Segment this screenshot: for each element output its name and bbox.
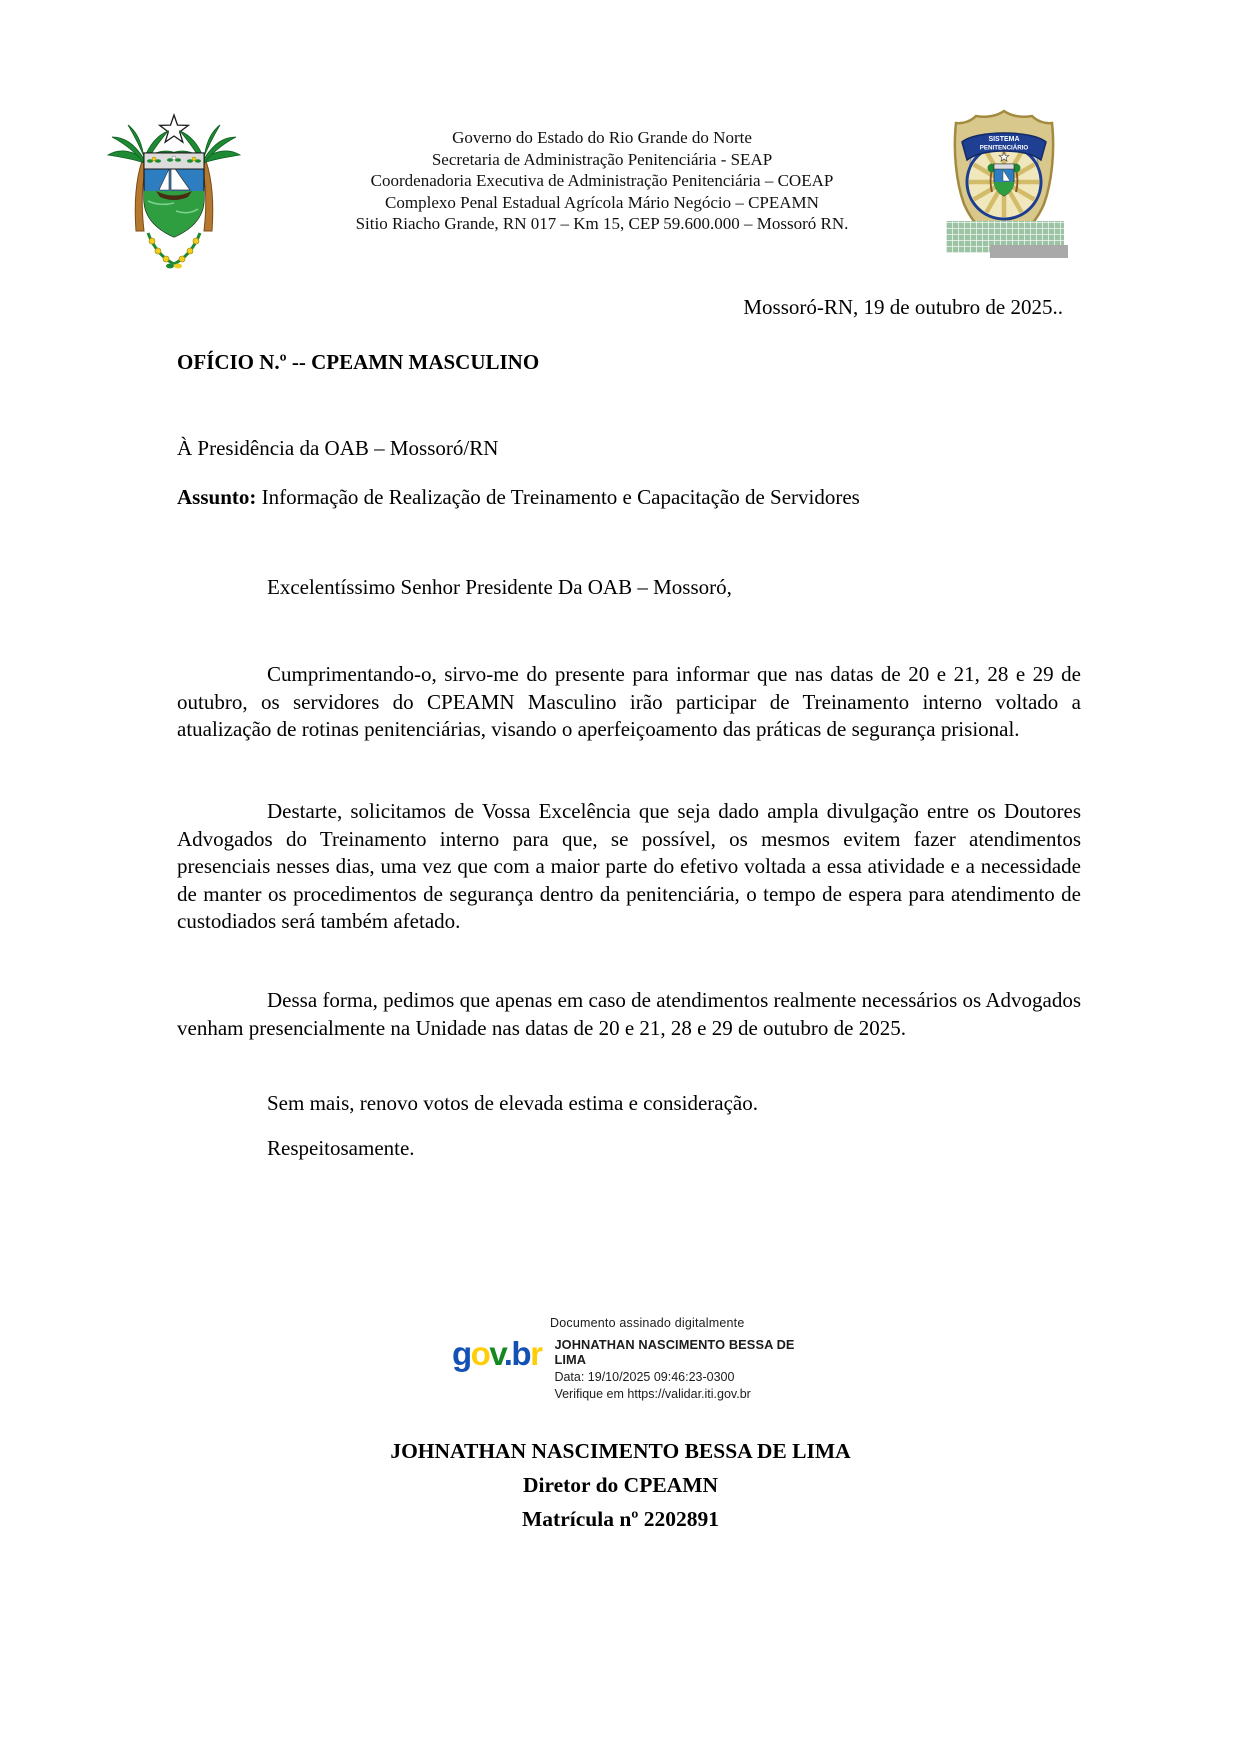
header-org-block	[252, 127, 952, 235]
signature-block	[0, 1434, 1241, 1536]
subject-text: Informação de Realização de Treinamento e Capacitação de Servidores	[256, 485, 860, 509]
signer-title: Diretor do CPEAMN	[522, 1473, 719, 1497]
signature-verify: Verifique em https://validar.iti.gov.br	[554, 1387, 751, 1401]
header-line: Coordenadoria Executiva de Administração Penitenciária – COEAP	[370, 171, 834, 190]
signer-name: JOHNATHAN NASCIMENTO BESSA DE LIMA	[554, 1337, 795, 1367]
govbr-logo-letter: o	[470, 1335, 490, 1372]
branches-ornament-icon	[148, 233, 200, 268]
signer-registration: Matrícula nº 2202891	[522, 1507, 719, 1531]
paragraph-3: Dessa forma, pedimos que apenas em caso de atendimentos realmente necessários os Advogados venham presencialmente na Unidade nas datas de 20 e 21, 28 e 29 de outubro de 2025.	[177, 988, 1081, 1040]
date-line: Mossoró-RN, 19 de outubro de 2025..	[743, 295, 1063, 319]
star-icon	[160, 115, 189, 142]
paragraph-2: Destarte, solicitamos de Vossa Excelência que seja dado ampla divulgação entre os Doutores Advogados do Treinamento interno para que, se possível, os mesmos evitem fazer atendimentos presenciais nesses dias, uma vez que com a maior parte do efetivo voltada a essa atividade e a necessidade de manter os procedimentos de segurança dentro da penitenciária, o tempo de espera para atendimento de custodiados será também afetado.	[177, 799, 1081, 934]
addressee-line: À Presidência da OAB – Mossoró/RN	[177, 436, 499, 460]
subject-label: Assunto:	[177, 485, 257, 509]
paragraph-1: Cumprimentando-o, sirvo-me do presente para informar que nas datas de 20 e 21, 28 e 29 de outubro, os servidores do CPEAMN Masculino irão participar de Treinamento interno voltado a atualização de rotinas penitenciárias, visando o aperfeiçoamento das práticas de segurança prisional.	[177, 662, 1081, 742]
signer-full-name: JOHNATHAN NASCIMENTO BESSA DE LIMA	[390, 1439, 851, 1463]
scan-gray-artifact	[990, 245, 1068, 258]
stamp-heading: Documento assinado digitalmente	[550, 1316, 745, 1330]
shield-icon	[144, 153, 204, 237]
govbr-logo-letter: r	[530, 1335, 542, 1372]
badge-text-line2: PENITENCIÁRIO	[979, 144, 1029, 152]
digital-signature-stamp	[452, 1316, 812, 1401]
rn-coat-of-arms	[100, 112, 248, 274]
govbr-logo-letter: .	[503, 1335, 512, 1372]
header-line: Governo do Estado do Rio Grande do Norte	[452, 128, 752, 147]
govbr-logo-letter: b	[511, 1335, 531, 1372]
header-line: Secretaria de Administração Penitenciária - SEAP	[431, 149, 773, 169]
closing-salutation: Respeitosamente.	[267, 1136, 415, 1160]
signature-date: Data: 19/10/2025 09:46:23-0300	[554, 1370, 735, 1384]
header-line: Sitio Riacho Grande, RN 017 – Km 15, CEP 59.600.000 – Mossoró RN.	[355, 214, 849, 233]
govbr-logo-letter: g	[452, 1335, 471, 1372]
govbr-logo	[452, 1335, 542, 1372]
salutation-line: Excelentíssimo Senhor Presidente Da OAB – Mossoró,	[267, 575, 732, 599]
badge-text-line1: SISTEMA	[988, 136, 1020, 143]
oficio-reference: OFÍCIO N.º -- CPEAMN MASCULINO	[177, 350, 540, 374]
header-line: Complexo Penal Estadual Agrícola Mário Negócio – CPEAMN	[385, 192, 819, 212]
subject-line	[177, 484, 1081, 512]
govbr-logo-letter: v	[489, 1335, 504, 1372]
closing-regards: Sem mais, renovo votos de elevada estima e consideração.	[267, 1091, 758, 1115]
